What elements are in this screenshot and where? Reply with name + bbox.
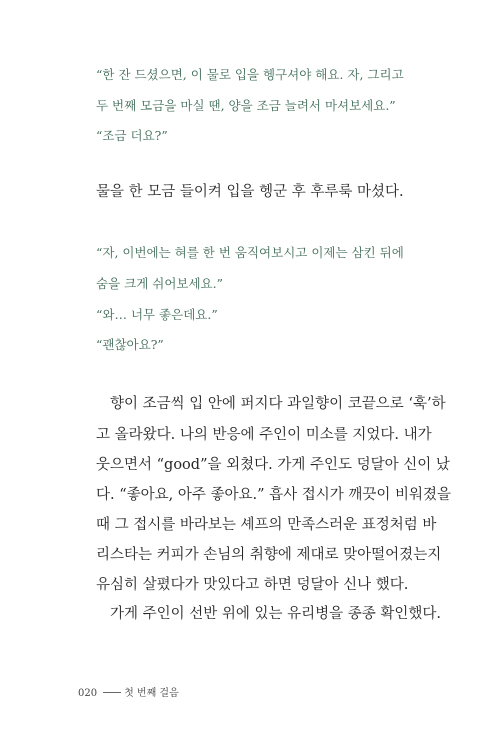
paragraph-line: 다. “좋아요, 아주 좋아요.” 흡사 접시가 깨끗이 비워졌을 xyxy=(96,487,452,503)
dialogue-line: 두 번째 모금을 마실 땐, 양을 조금 늘려서 마셔보세요.” xyxy=(96,98,396,113)
dialogue-line: 숨을 크게 쉬어보세요.” xyxy=(96,276,223,291)
paragraph-line: 유심히 살폈다가 맛있다고 하면 덩달아 신나 했다. xyxy=(96,577,409,593)
dialogue-line: “괜찮아요?” xyxy=(96,337,164,352)
paragraph-line: 리스타는 커피가 손님의 취향에 제대로 맞아떨어졌는지 xyxy=(96,547,442,563)
paragraph-line: 가게 주인이 선반 위에 있는 유리병을 종종 확인했다. xyxy=(110,606,442,622)
dialogue-line: “자, 이번에는 혀를 한 번 움직여보시고 이제는 삼킨 뒤에 xyxy=(96,245,404,260)
footer-divider xyxy=(103,692,121,693)
page-footer xyxy=(78,684,179,699)
page-number: 020 xyxy=(78,688,98,699)
narration-line: 물을 한 모금 들이켜 입을 헹군 후 후루룩 마셨다. xyxy=(96,184,404,200)
paragraph-line: 향이 조금씩 입 안에 퍼지다 과일향이 코끝으로 ‘훅’하 xyxy=(110,396,446,412)
dialogue-line: “와… 너무 좋은데요.” xyxy=(96,307,218,322)
paragraph-line: 웃으면서 “good”을 외쳤다. 가게 주인도 덩달아 신이 났 xyxy=(96,457,450,473)
chapter-title: 첫 번째 걸음 xyxy=(124,688,179,699)
paragraph-line: 때 그 접시를 바라보는 셰프의 만족스러운 표정처럼 바 xyxy=(96,517,437,533)
dialogue-line: “조금 더요?” xyxy=(96,128,168,143)
dialogue-line: “한 잔 드셨으면, 이 물로 입을 헹구셔야 해요. 자, 그리고 xyxy=(96,67,404,82)
paragraph-line: 고 올라왔다. 나의 반응에 주인이 미소를 지었다. 내가 xyxy=(96,427,432,443)
